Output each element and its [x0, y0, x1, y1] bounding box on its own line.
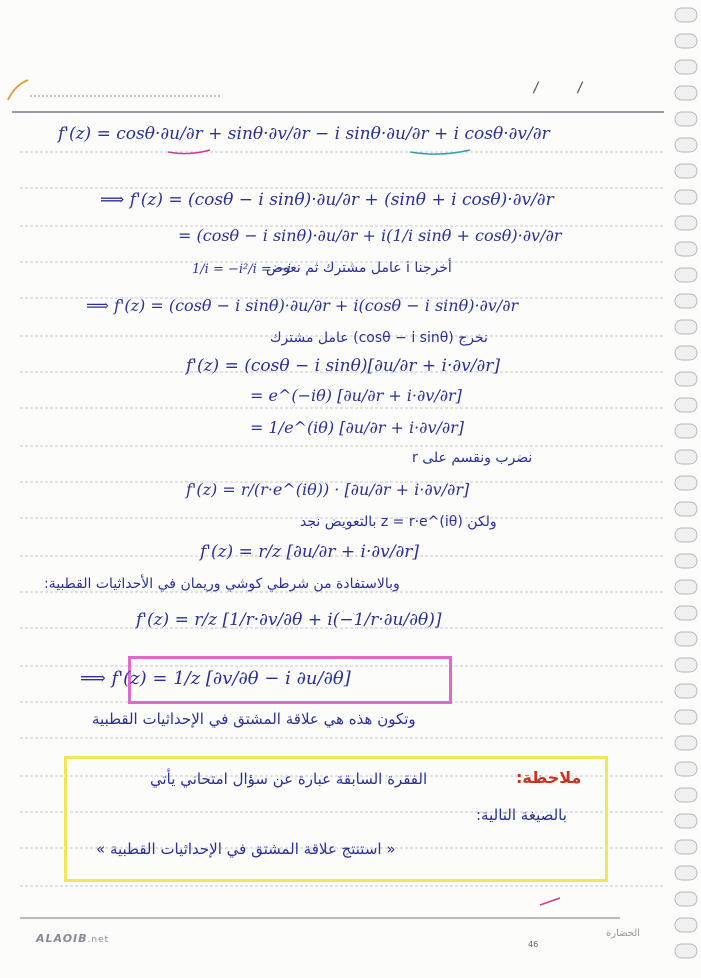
equation-line-13: f'(z) = r/z [∂u/∂r + i·∂v/∂r]	[200, 542, 420, 562]
note-line-12: ولكن z = r·e^(iθ) بالتعويض نجد	[300, 514, 497, 530]
page-number: 46	[528, 940, 539, 949]
site-logo: ALAOIB.net	[36, 932, 110, 945]
result-equation: ⟹ f'(z) = 1/z [∂v/∂θ − i ∂u/∂θ]	[80, 668, 351, 689]
equation-line-1: f'(z) = cosθ·∂u/∂r + sinθ·∂v/∂r − i sinθ·∂u/∂r + i cosθ·∂v/∂r	[58, 124, 550, 144]
equation-line-8: = e^(−iθ) [∂u/∂r + i·∂v/∂r]	[250, 386, 462, 405]
equation-line-3: = (cosθ − i sinθ)·∂u/∂r + i(1/i sinθ + cosθ)·∂v/∂r	[178, 226, 562, 245]
date-slash-1: /	[532, 80, 541, 96]
spiral-binding	[661, 0, 701, 978]
note-text-2: بالصيغة التالية:	[476, 806, 567, 824]
note-line-14: وبالاستفادة من شرطي كوشي وريمان في الأحداثيات القطبية:	[44, 576, 400, 592]
note-line-10: نضرب ونقسم على r	[412, 450, 533, 466]
note-text-3: « استنتج علاقة المشتق في الإحداثيات القطبية »	[96, 840, 396, 858]
brand-mark: الحضارة	[606, 928, 641, 939]
equation-line-7: f'(z) = (cosθ − i sinθ)[∂u/∂r + i·∂v/∂r]	[186, 356, 501, 376]
equation-line-4-eq: 1/i = −i²/i = −i	[192, 262, 291, 277]
note-text-1: الفقرة السابقة عبارة عن سؤال امتحاني يأتي	[150, 770, 428, 788]
equation-line-5: ⟹ f'(z) = (cosθ − i sinθ)·∂u/∂r + i(cosθ − i sinθ)·∂v/∂r	[86, 296, 519, 315]
equation-line-2: ⟹ f'(z) = (cosθ − i sinθ)·∂u/∂r + (sinθ + i cosθ)·∂v/∂r	[100, 190, 554, 210]
equation-line-9: = 1/e^(iθ) [∂u/∂r + i·∂v/∂r]	[250, 418, 465, 437]
date-slash-2: /	[576, 80, 585, 96]
equation-line-15: f'(z) = r/z [1/r·∂v/∂θ + i(−1/r·∂u/∂θ)]	[136, 610, 442, 630]
note-line-6: نخرج (cosθ − i sinθ) عامل مشترك	[270, 330, 488, 346]
conclusion-text: وتكون هذه هي علاقة المشتق في الإحداثيات القطبية	[92, 710, 416, 728]
equation-line-11: f'(z) = r/(r·e^(iθ)) · [∂u/∂r + i·∂v/∂r]	[186, 480, 470, 499]
note-line-4: أخرجنا i عامل مشترك ثم نعوض	[266, 260, 452, 276]
note-label: ملاحظة:	[516, 768, 582, 787]
